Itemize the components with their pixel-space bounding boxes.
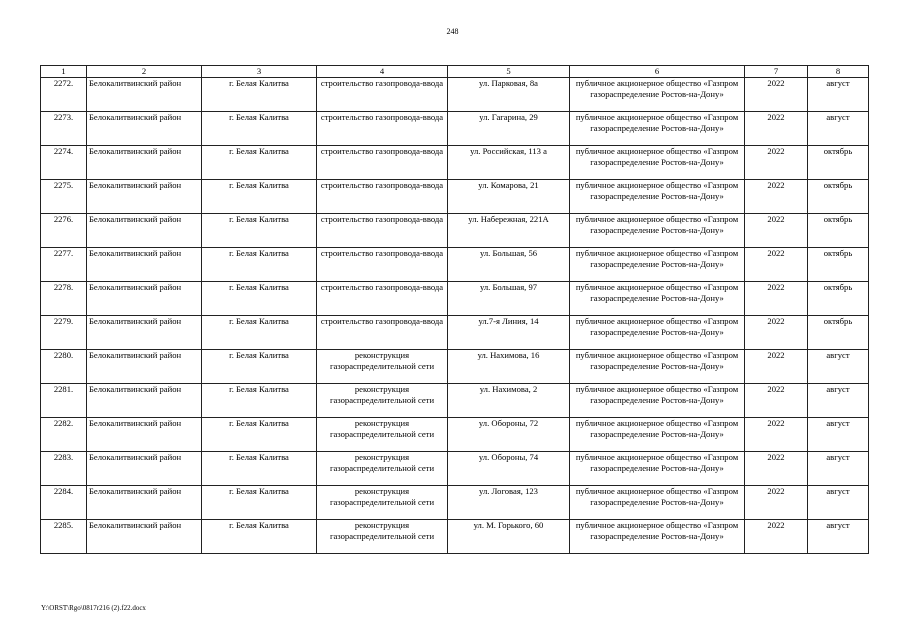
year-cell: 2022 [745, 180, 808, 214]
column-header: 2 [87, 66, 202, 78]
month-cell: октябрь [808, 180, 869, 214]
district-cell: Белокалитвинский район [87, 520, 202, 554]
city-cell: г. Белая Калитва [202, 282, 317, 316]
year-cell: 2022 [745, 146, 808, 180]
city-cell: г. Белая Калитва [202, 418, 317, 452]
district-cell: Белокалитвинский район [87, 180, 202, 214]
table-row [41, 112, 869, 146]
organization-cell: публичное акционерное общество «Газпром газораспределение Ростов-на-Дону» [570, 180, 745, 214]
month-cell: октябрь [808, 248, 869, 282]
year-cell: 2022 [745, 520, 808, 554]
year-cell: 2022 [745, 78, 808, 112]
address-cell: ул. Набережная, 221А [448, 214, 570, 248]
address-cell: ул. Обороны, 74 [448, 452, 570, 486]
year-cell: 2022 [745, 384, 808, 418]
city-cell: г. Белая Калитва [202, 180, 317, 214]
header-row [41, 66, 869, 78]
address-cell: ул. Обороны, 72 [448, 418, 570, 452]
district-cell: Белокалитвинский район [87, 112, 202, 146]
district-cell: Белокалитвинский район [87, 384, 202, 418]
row-number-cell: 2273. [41, 112, 87, 146]
table-row [41, 418, 869, 452]
organization-cell: публичное акционерное общество «Газпром газораспределение Ростов-на-Дону» [570, 214, 745, 248]
district-cell: Белокалитвинский район [87, 418, 202, 452]
work-type-cell: строительство газопровода-ввода [317, 214, 448, 248]
address-cell: ул. Нахимова, 2 [448, 384, 570, 418]
row-number-cell: 2282. [41, 418, 87, 452]
work-type-cell: строительство газопровода-ввода [317, 180, 448, 214]
year-cell: 2022 [745, 350, 808, 384]
month-cell: август [808, 452, 869, 486]
year-cell: 2022 [745, 316, 808, 350]
row-number-cell: 2284. [41, 486, 87, 520]
row-number-cell: 2275. [41, 180, 87, 214]
district-cell: Белокалитвинский район [87, 248, 202, 282]
month-cell: октябрь [808, 146, 869, 180]
row-number-cell: 2278. [41, 282, 87, 316]
address-cell: ул. Гагарина, 29 [448, 112, 570, 146]
year-cell: 2022 [745, 282, 808, 316]
organization-cell: публичное акционерное общество «Газпром газораспределение Ростов-на-Дону» [570, 316, 745, 350]
table-row [41, 180, 869, 214]
year-cell: 2022 [745, 418, 808, 452]
city-cell: г. Белая Калитва [202, 78, 317, 112]
month-cell: август [808, 112, 869, 146]
address-cell: ул. Комарова, 21 [448, 180, 570, 214]
address-cell: ул. Нахимова, 16 [448, 350, 570, 384]
city-cell: г. Белая Калитва [202, 316, 317, 350]
year-cell: 2022 [745, 112, 808, 146]
column-header: 3 [202, 66, 317, 78]
column-header: 6 [570, 66, 745, 78]
year-cell: 2022 [745, 214, 808, 248]
address-cell: ул.7-я Линия, 14 [448, 316, 570, 350]
organization-cell: публичное акционерное общество «Газпром газораспределение Ростов-на-Дону» [570, 282, 745, 316]
address-cell: ул. Парковая, 8а [448, 78, 570, 112]
table-row [41, 214, 869, 248]
column-header: 4 [317, 66, 448, 78]
district-cell: Белокалитвинский район [87, 486, 202, 520]
city-cell: г. Белая Калитва [202, 486, 317, 520]
column-header: 8 [808, 66, 869, 78]
table-row [41, 520, 869, 554]
table-row [41, 384, 869, 418]
address-cell: ул. Большая, 97 [448, 282, 570, 316]
city-cell: г. Белая Калитва [202, 214, 317, 248]
row-number-cell: 2281. [41, 384, 87, 418]
work-type-cell: строительство газопровода-ввода [317, 112, 448, 146]
row-number-cell: 2276. [41, 214, 87, 248]
table-row [41, 350, 869, 384]
registry-table [40, 65, 869, 554]
organization-cell: публичное акционерное общество «Газпром газораспределение Ростов-на-Дону» [570, 248, 745, 282]
city-cell: г. Белая Калитва [202, 248, 317, 282]
organization-cell: публичное акционерное общество «Газпром газораспределение Ростов-на-Дону» [570, 112, 745, 146]
work-type-cell: реконструкция газораспределительной сети [317, 452, 448, 486]
organization-cell: публичное акционерное общество «Газпром газораспределение Ростов-на-Дону» [570, 520, 745, 554]
table-row [41, 146, 869, 180]
address-cell: ул. Логовая, 123 [448, 486, 570, 520]
month-cell: октябрь [808, 282, 869, 316]
city-cell: г. Белая Калитва [202, 452, 317, 486]
month-cell: август [808, 384, 869, 418]
district-cell: Белокалитвинский район [87, 316, 202, 350]
organization-cell: публичное акционерное общество «Газпром газораспределение Ростов-на-Дону» [570, 78, 745, 112]
district-cell: Белокалитвинский район [87, 78, 202, 112]
row-number-cell: 2272. [41, 78, 87, 112]
footer-file-path: Y:\ORST\Rgo\0817r216 (2).f22.docx [41, 604, 146, 612]
table-row [41, 486, 869, 520]
month-cell: август [808, 486, 869, 520]
work-type-cell: реконструкция газораспределительной сети [317, 350, 448, 384]
column-header: 7 [745, 66, 808, 78]
table-row [41, 282, 869, 316]
month-cell: август [808, 520, 869, 554]
month-cell: август [808, 418, 869, 452]
column-header: 5 [448, 66, 570, 78]
city-cell: г. Белая Калитва [202, 384, 317, 418]
city-cell: г. Белая Калитва [202, 520, 317, 554]
table-row [41, 78, 869, 112]
year-cell: 2022 [745, 452, 808, 486]
district-cell: Белокалитвинский район [87, 452, 202, 486]
month-cell: октябрь [808, 316, 869, 350]
district-cell: Белокалитвинский район [87, 282, 202, 316]
column-header: 1 [41, 66, 87, 78]
month-cell: август [808, 78, 869, 112]
row-number-cell: 2277. [41, 248, 87, 282]
table-row [41, 316, 869, 350]
organization-cell: публичное акционерное общество «Газпром газораспределение Ростов-на-Дону» [570, 452, 745, 486]
table-row [41, 452, 869, 486]
work-type-cell: строительство газопровода-ввода [317, 248, 448, 282]
month-cell: октябрь [808, 214, 869, 248]
city-cell: г. Белая Калитва [202, 146, 317, 180]
organization-cell: публичное акционерное общество «Газпром газораспределение Ростов-на-Дону» [570, 146, 745, 180]
table-row [41, 248, 869, 282]
district-cell: Белокалитвинский район [87, 350, 202, 384]
work-type-cell: строительство газопровода-ввода [317, 282, 448, 316]
row-number-cell: 2285. [41, 520, 87, 554]
month-cell: август [808, 350, 869, 384]
work-type-cell: реконструкция газораспределительной сети [317, 520, 448, 554]
district-cell: Белокалитвинский район [87, 146, 202, 180]
address-cell: ул. Российская, 113 а [448, 146, 570, 180]
row-number-cell: 2274. [41, 146, 87, 180]
address-cell: ул. Большая, 56 [448, 248, 570, 282]
organization-cell: публичное акционерное общество «Газпром газораспределение Ростов-на-Дону» [570, 418, 745, 452]
work-type-cell: строительство газопровода-ввода [317, 78, 448, 112]
work-type-cell: реконструкция газораспределительной сети [317, 418, 448, 452]
organization-cell: публичное акционерное общество «Газпром газораспределение Ростов-на-Дону» [570, 384, 745, 418]
city-cell: г. Белая Калитва [202, 112, 317, 146]
work-type-cell: строительство газопровода-ввода [317, 316, 448, 350]
district-cell: Белокалитвинский район [87, 214, 202, 248]
organization-cell: публичное акционерное общество «Газпром газораспределение Ростов-на-Дону» [570, 350, 745, 384]
city-cell: г. Белая Калитва [202, 350, 317, 384]
address-cell: ул. М. Горького, 60 [448, 520, 570, 554]
row-number-cell: 2283. [41, 452, 87, 486]
work-type-cell: реконструкция газораспределительной сети [317, 486, 448, 520]
page-number: 248 [446, 27, 459, 36]
work-type-cell: реконструкция газораспределительной сети [317, 384, 448, 418]
work-type-cell: строительство газопровода-ввода [317, 146, 448, 180]
year-cell: 2022 [745, 248, 808, 282]
organization-cell: публичное акционерное общество «Газпром газораспределение Ростов-на-Дону» [570, 486, 745, 520]
row-number-cell: 2279. [41, 316, 87, 350]
year-cell: 2022 [745, 486, 808, 520]
row-number-cell: 2280. [41, 350, 87, 384]
